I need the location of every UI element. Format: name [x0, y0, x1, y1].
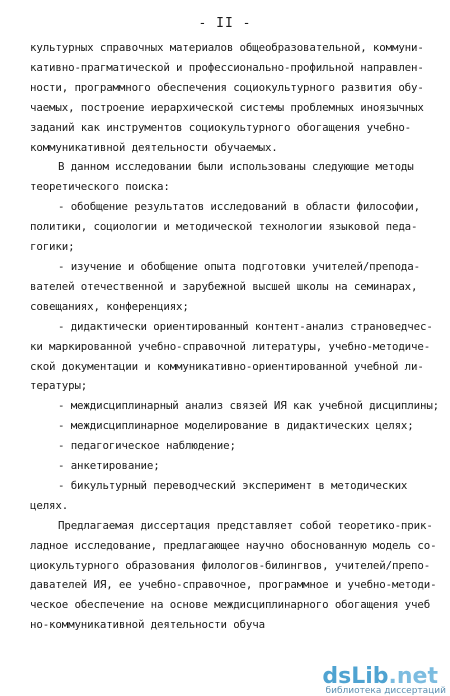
text-line: давателей ИЯ, ее учебно-справочное, программное и учебно-методи- — [30, 578, 437, 592]
text-line: Предлагаемая диссертация представляет собой теоретико-прик- — [58, 518, 433, 532]
text-line: но-коммуникативной деятельности обуча — [30, 618, 265, 632]
watermark-subtitle: библиотека диссертаций — [325, 686, 446, 696]
watermark-logo: dsLib.net — [322, 664, 438, 689]
text-line: - анкетирование; — [58, 459, 160, 473]
text-line: гогики; — [30, 240, 75, 254]
text-line: политики, социологии и методической технологии языковой педа- — [30, 220, 418, 234]
text-line: целях. — [30, 498, 69, 512]
text-line: - междисциплинарный анализ связей ИЯ как учебной дисциплины; — [58, 399, 440, 413]
text-line: - педагогическое наблюдение; — [58, 439, 236, 453]
page-number: - II - — [198, 16, 252, 31]
text-line: - дидактически ориентированный контент-анализ страноведчес- — [58, 319, 433, 333]
text-line: - междисциплинарное моделирование в дидактических целях; — [58, 419, 414, 433]
text-line: совещаниях, конференциях; — [30, 299, 189, 313]
text-line: ки маркированной учебно-справочной литературы, учебно-методиче- — [30, 339, 431, 353]
text-line: кативно-прагматической и профессионально-профильной направлен- — [30, 60, 424, 74]
text-line: культурных справочных материалов общеобразовательной, коммуни- — [30, 41, 424, 54]
body-text — [30, 38, 450, 635]
text-line: заданий как инструментов социокультурного обогащения учебно- — [30, 120, 412, 134]
text-line: теоретического поиска: — [30, 180, 170, 194]
text-line: - бикультурный переводческий эксперимент в методических — [58, 478, 408, 492]
text-line: ской документации и коммуникативно-ориентированной учебной ли- — [30, 359, 424, 373]
text-line: ческое обеспечение на основе междисциплинарного обогащения учеб — [30, 598, 431, 612]
text-line: вателей отечественной и зарубежной высшей школы на семинарах, — [30, 279, 418, 293]
text-line: ладное исследование, предлагающее научно обоснованную модель со- — [30, 538, 437, 552]
text-line: ности, программного обеспечения социокультурного развития обу- — [30, 80, 424, 94]
text-line: - обобщение результатов исследований в области философии, — [58, 200, 420, 214]
text-line: чаемых, построение иерархической системы проблемных иноязычных — [30, 100, 424, 114]
text-line: В данном исследовании были использованы следующие методы — [58, 160, 414, 174]
text-line: коммуникативной деятельности обучаемых. — [30, 140, 278, 154]
text-line: тературы; — [30, 379, 88, 393]
text-line: - изучение и обобщение опыта подготовки учителей/препода- — [58, 259, 420, 273]
text-line: циокультурного образования филологов-билингвов, учителей/препо- — [30, 558, 431, 572]
